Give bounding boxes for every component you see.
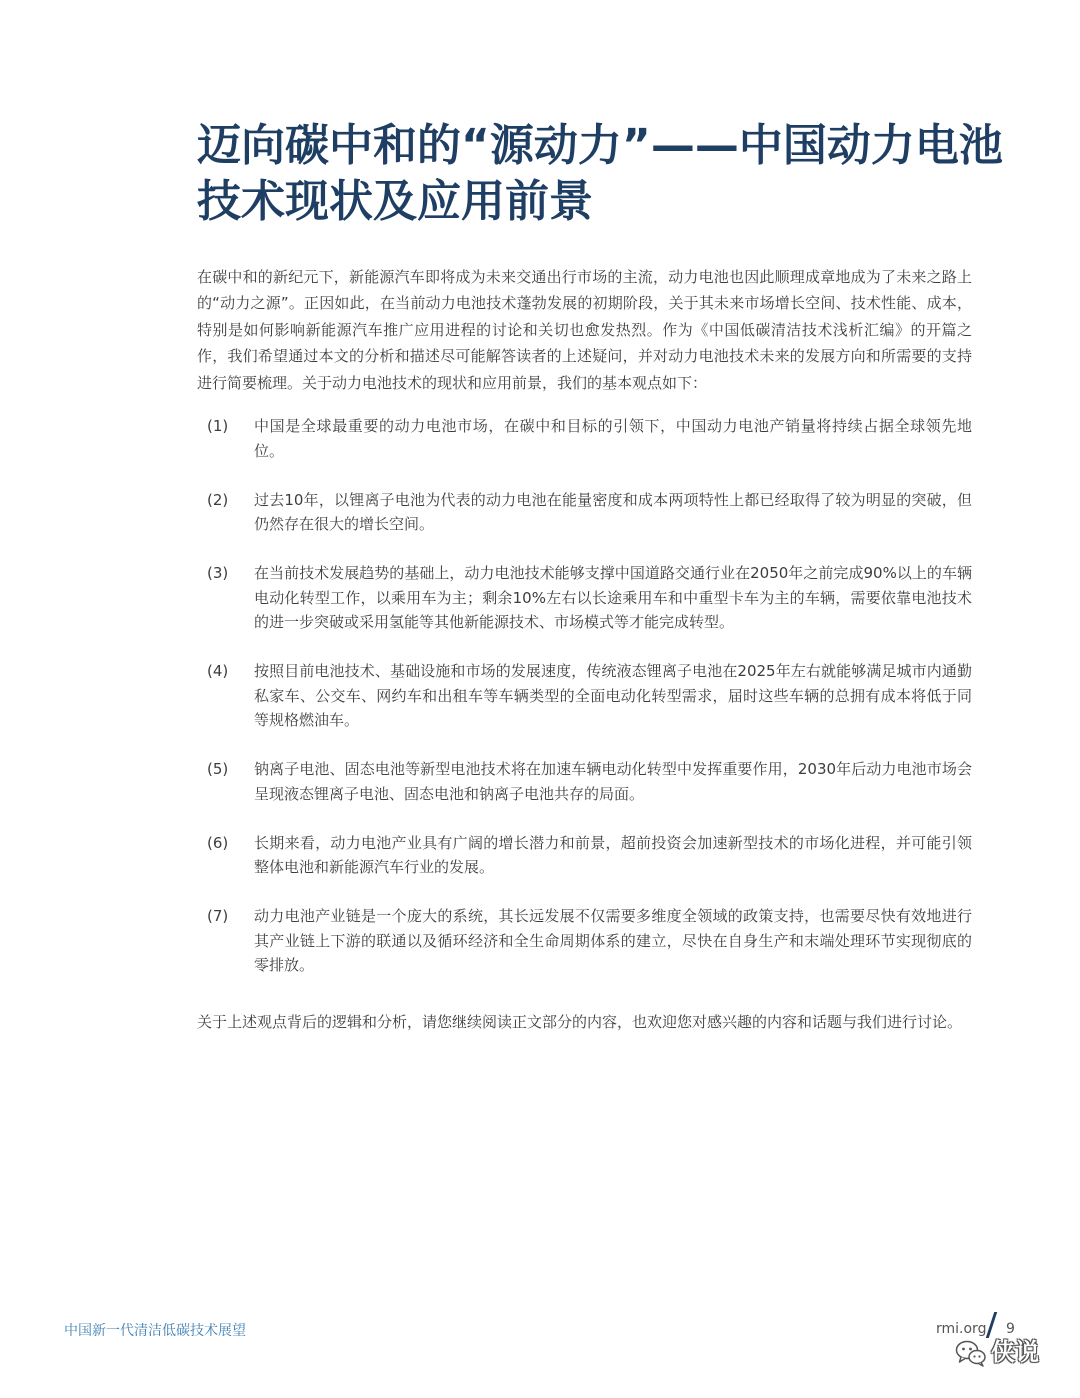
list-item-number: (5) (207, 760, 229, 778)
page-title (197, 118, 1003, 230)
list-item (197, 414, 972, 463)
list-item-text: 动力电池产业链是一个庞大的系统，其长远发展不仅需要多维度全领域的政策支持，也需要尽快有效地进行其产业链上下游的联通以及循环经济和全生命周期体系的建立，尽快在自身生产和末端处理环节实现彻底的零排放。 (254, 907, 972, 974)
footer-divider (986, 1312, 997, 1338)
list-item-text: 长期来看，动力电池产业具有广阔的增长潜力和前景，超前投资会加速新型技术的市场化进程，并可能引领整体电池和新能源汽车行业的发展。 (254, 833, 972, 876)
outro-paragraph: 关于上述观点背后的逻辑和分析，请您继续阅读正文部分的内容，也欢迎您对感兴趣的内容和话题与我们进行讨论。 (197, 1013, 963, 1031)
intro-paragraph: 在碳中和的新纪元下，新能源汽车即将成为未来交通出行市场的主流，动力电池也因此顺理成章地成为了未来之路上的“动力之源”。正因如此，在当前动力电池技术蓬勃发展的初期阶段，关于其未来市场增长空间、技术性能、成本，特别是如何影响新能源汽车推广应用进程的讨论和关切也愈发热烈。作为《中国低碳清洁技术浅析汇编》的开篇之作，我们希望通过本文的分析和描述尽可能解答读者的上述疑问，并对动力电池技术未来的发展方向和所需要的支持进行简要梳理。关于动力电池技术的现状和应用前景，我们的基本观点如下： (197, 268, 972, 392)
list-item-text: 钠离子电池、固态电池等新型电池技术将在加速车辆电动化转型中发挥重要作用，2030年后动力电池市场会呈现液态锂离子电池、固态电池和钠离子电池共存的局面。 (254, 760, 972, 803)
watermark-text: 侠说 (991, 1338, 1039, 1366)
footer-publication-title: 中国新一代清洁低碳技术展望 (64, 1323, 246, 1339)
list-item (197, 561, 972, 635)
list-item-text: 在当前技术发展趋势的基础上，动力电池技术能够支撑中国道路交通行业在2050年之前完成90%以上的车辆电动化转型工作，以乘用车为主；剩余10%左右以长途乘用车和中重型卡车为主的车辆，需要依靠电池技术的进一步突破或采用氢能等其他新能源技术、市场模式等才能完成转型。 (254, 564, 972, 631)
list-item-number: (7) (207, 907, 229, 925)
list-item-number: (4) (207, 662, 229, 680)
list-item-text: 过去10年，以锂离子电池为代表的动力电池在能量密度和成本两项特性上都已经取得了较为明显的突破，但仍然存在很大的增长空间。 (254, 490, 972, 533)
wechat-icon (955, 1339, 987, 1367)
list-item (197, 904, 972, 978)
list-item-number: (6) (207, 833, 229, 852)
list-item (197, 659, 972, 733)
list-item (197, 757, 972, 806)
watermark (955, 1336, 1055, 1370)
page-number: 9 (1006, 1321, 1015, 1337)
key-points-list (197, 414, 972, 978)
list-item-number: (1) (207, 417, 229, 435)
list-item (197, 831, 972, 880)
list-item-text: 按照目前电池技术、基础设施和市场的发展速度，传统液态锂离子电池在2025年左右就能够满足城市内通勤私家车、公交车、网约车和出租车等车辆类型的全面电动化转型需求，届时这些车辆的总拥有成本将低于同等规格燃油车。 (254, 662, 972, 729)
page-title-line-1: 迈向碳中和的“源动力”——中国动力电池 (197, 120, 1003, 171)
list-item-text: 中国是全球最重要的动力电池市场，在碳中和目标的引领下，中国动力电池产销量将持续占据全球领先地位。 (254, 417, 972, 460)
list-item-number: (2) (207, 490, 229, 509)
page-title-line-2: 技术现状及应用前景 (197, 176, 593, 227)
list-item (197, 488, 972, 537)
list-item-number: (3) (207, 564, 229, 582)
footer-site-link[interactable]: rmi.org (936, 1321, 987, 1337)
